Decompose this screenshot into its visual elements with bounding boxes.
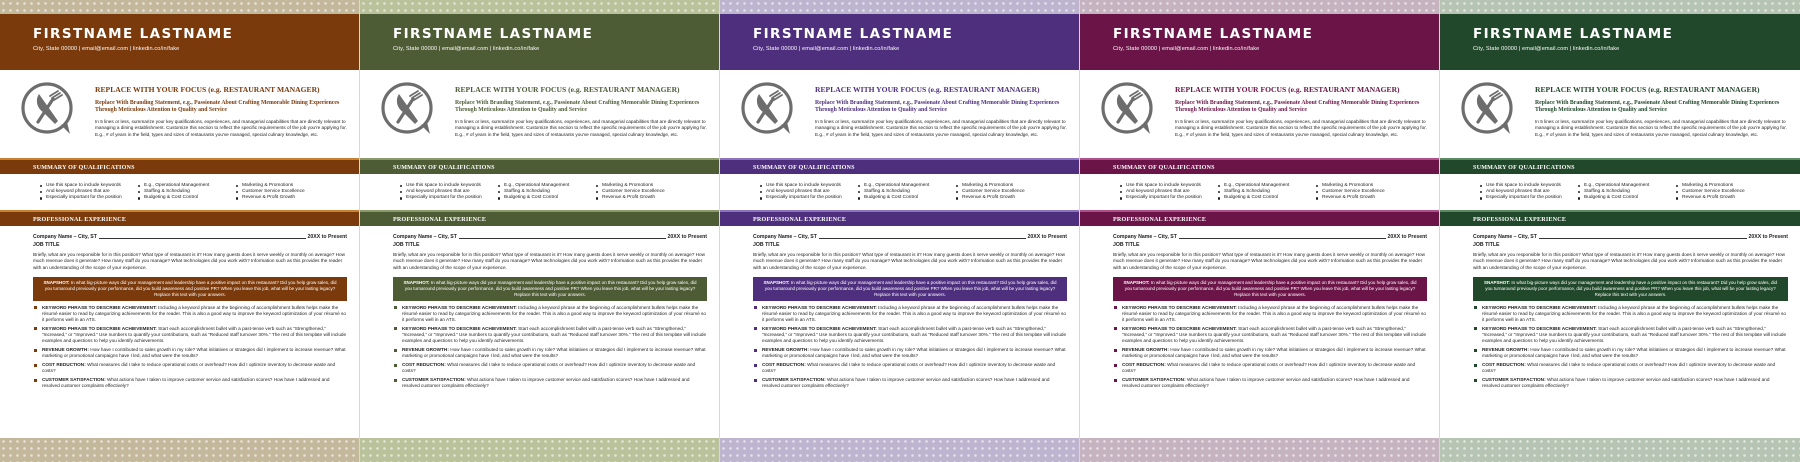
qualification-item: Budgeting & Cost Control (498, 195, 596, 201)
resume-template-preview[interactable] (1080, 0, 1440, 462)
achievement-label: KEYWORD PHRASE TO DESCRIBE ACHIEVEMENT: (762, 304, 877, 310)
qualification-item: Especially important for the position (40, 195, 138, 201)
company-name: Company Name – City, ST (33, 234, 97, 240)
experience-heading: PROFESSIONAL EXPERIENCE (720, 210, 1079, 226)
snapshot-text: In what big-picture ways did your management and leadership have a positive impact on this restaurant? Did you help grow sales, did you turnaround previously poor performance, did you build awareness and positive PR? When you leave this job, what will be your lasting legacy? Replace this text with your answers. (44, 279, 337, 297)
qualification-item: Marketing & Promotions (236, 183, 336, 189)
snapshot-label: SNAPSHOT: (1484, 279, 1511, 285)
resume-header (1440, 14, 1800, 70)
decorative-bottom-band (1080, 438, 1439, 462)
resume-header (1080, 14, 1439, 70)
job-title: JOB TITLE (753, 242, 780, 248)
snapshot-label: SNAPSHOT: (763, 279, 790, 285)
focus-block (1175, 85, 1433, 138)
qualification-item: Customer Service Excellence (1676, 189, 1776, 195)
achievement-label: REVENUE GROWTH: (42, 347, 89, 353)
snapshot-box (33, 277, 347, 301)
achievement-label: KEYWORD PHRASE TO DESCRIBE ACHIEVEMENT: (762, 325, 877, 331)
candidate-name: FIRSTNAME LASTNAME (753, 26, 954, 42)
achievement-text: What actions have I taken to improve customer service and satisfaction scores? How have I addressed and resolved customer complaints effectively? (402, 377, 690, 389)
qualifications-heading: SUMMARY OF QUALIFICATIONS (1440, 158, 1800, 174)
snapshot-label: SNAPSHOT: (403, 279, 430, 285)
achievement-text: Including a keyword phrase at the beginning of accomplishment bullets helps make the résumé easier to read by categorizing achievements for the reader. This is also a good way to improve the keyword optimization of your résumé so it performs well in an ATS. (1122, 304, 1426, 323)
achievement-item (393, 362, 707, 374)
qualifications-list (0, 174, 359, 210)
focus-title: REPLACE WITH YOUR FOCUS (e.g. RESTAURANT MANAGER) (455, 85, 680, 94)
resume-template-preview[interactable] (0, 0, 360, 462)
fork-knife-icon (1097, 78, 1157, 138)
achievement-item (753, 326, 1067, 345)
qualifications-column (858, 183, 956, 210)
achievement-label: KEYWORD PHRASE TO DESCRIBE ACHIEVEMENT: (402, 304, 517, 310)
decorative-top-band (0, 0, 359, 14)
job-header (393, 234, 707, 240)
qualification-item: And keyword phrases that are (40, 189, 138, 195)
qualifications-column (1218, 183, 1316, 210)
achievement-label: REVENUE GROWTH: (402, 347, 449, 353)
achievement-label: KEYWORD PHRASE TO DESCRIBE ACHIEVEMENT: (1482, 304, 1597, 310)
experience-section (1440, 226, 1800, 389)
qualifications-column (1578, 183, 1676, 210)
qualifications-list (1440, 174, 1800, 210)
snapshot-label: SNAPSHOT: (43, 279, 70, 285)
summary-paragraph: In 5 lines or less, summarize your key qualifications, experiences, and managerial capabilities that are directly relevant to managing a dining establishment. Customize this section to reflect the specific requirements of the job you're applying for. E.g., # of years in the field, types and sizes of restaurants you've managed, special culinary knowledge, etc. (95, 119, 347, 137)
achievement-text: How have I contributed to sales growth in my role? What initiatives or strategies did I implement to increase revenue? What marketing or promotional campaigns have I led, and what were the results? (42, 347, 346, 359)
company-name: Company Name – City, ST (1113, 234, 1177, 240)
leader-line (1179, 238, 1386, 239)
achievement-label: CUSTOMER SATISFACTION: (42, 377, 106, 383)
achievement-label: COST REDUCTION: (42, 362, 86, 368)
qualification-item: And keyword phrases that are (400, 189, 498, 195)
job-dates: 20XX to Present (1748, 234, 1788, 240)
achievement-text: Start each accomplishment bullet with a past-tense verb such as “Strengthened,” “Increased,” or “Improved.” Use numbers to quantify your contributions, such as “Reduced staff turnover 30%.” The rest of this template will include examples and questions to help you identify achievements. (1482, 325, 1787, 344)
experience-section (1080, 226, 1439, 389)
qualifications-column (956, 183, 1056, 210)
achievement-text: How have I contributed to sales growth in my role? What initiatives or strategies did I implement to increase revenue? What marketing or promotional campaigns have I led, and what were the results? (1122, 347, 1426, 359)
achievement-text: What actions have I taken to improve customer service and satisfaction scores? How have I addressed and resolved customer complaints effectively? (762, 377, 1050, 389)
achievement-text: What measures did I take to reduce operational costs or overhead? How did I optimize inventory to decrease waste and costs? (1122, 362, 1416, 374)
leader-line (819, 238, 1026, 239)
achievement-label: KEYWORD PHRASE TO DESCRIBE ACHIEVEMENT: (1482, 325, 1597, 331)
job-header (1113, 234, 1427, 240)
resume-template-preview[interactable] (720, 0, 1080, 462)
job-title: JOB TITLE (1473, 242, 1500, 248)
qualification-item: Staffing & Scheduling (138, 189, 236, 195)
qualification-item: Customer Service Excellence (1316, 189, 1416, 195)
achievement-text: How have I contributed to sales growth in my role? What initiatives or strategies did I implement to increase revenue? What marketing or promotional campaigns have I led, and what were the results? (1482, 347, 1786, 359)
achievement-label: COST REDUCTION: (1482, 362, 1526, 368)
fork-knife-icon (17, 78, 77, 138)
snapshot-text: In what big-picture ways did your management and leadership have a positive impact on this restaurant? Did you help grow sales, did you turnaround previously poor performance, did you build awareness and positive PR? When you leave this job, what will be your lasting legacy? Replace this text with your answers. (1124, 279, 1417, 297)
qualification-item: Revenue & Profit Growth (236, 195, 336, 201)
focus-title: REPLACE WITH YOUR FOCUS (e.g. RESTAURANT MANAGER) (1535, 85, 1760, 94)
experience-heading: PROFESSIONAL EXPERIENCE (1440, 210, 1800, 226)
job-title: JOB TITLE (393, 242, 420, 248)
achievement-text: Start each accomplishment bullet with a past-tense verb such as “Strengthened,” “Increased,” or “Improved.” Use numbers to quantify your contributions, such as “Reduced staff turnover 30%.” The rest of this template will include examples and questions to help you identify achievements. (42, 325, 347, 344)
contact-line: City, State 00000 | email@email.com | linkedin.co/in/fake (1473, 46, 1620, 52)
achievement-label: COST REDUCTION: (1122, 362, 1166, 368)
achievement-text: What measures did I take to reduce operational costs or overhead? How did I optimize inventory to decrease waste and costs? (1482, 362, 1776, 374)
achievement-item (33, 377, 347, 389)
focus-title: REPLACE WITH YOUR FOCUS (e.g. RESTAURANT MANAGER) (95, 85, 320, 94)
qualifications-column (40, 183, 138, 210)
qualifications-column (1676, 183, 1776, 210)
snapshot-box (753, 277, 1067, 301)
qualification-item: E.g., Operational Management (138, 183, 236, 189)
qualification-item: Staffing & Scheduling (1578, 189, 1676, 195)
achievement-item (1113, 377, 1427, 389)
achievement-item (753, 362, 1067, 374)
qualification-item: Customer Service Excellence (956, 189, 1056, 195)
qualification-item: Budgeting & Cost Control (858, 195, 956, 201)
achievement-item (1473, 362, 1788, 374)
qualification-item: Revenue & Profit Growth (956, 195, 1056, 201)
achievement-item (393, 326, 707, 345)
qualifications-column (236, 183, 336, 210)
achievements-list (1113, 305, 1427, 390)
branding-statement: Replace With Branding Statement, e.g., Passionate About Crafting Memorable Dining Experiences Through Meticulous Attention to Quality and Service (95, 100, 340, 113)
qualification-item: Use this space to include keywords (760, 183, 858, 189)
achievement-label: KEYWORD PHRASE TO DESCRIBE ACHIEVEMENT: (1122, 325, 1237, 331)
achievement-item (393, 377, 707, 389)
qualifications-column (1480, 183, 1578, 210)
qualification-item: Budgeting & Cost Control (1218, 195, 1316, 201)
qualification-item: And keyword phrases that are (1120, 189, 1218, 195)
company-name: Company Name – City, ST (753, 234, 817, 240)
summary-paragraph: In 5 lines or less, summarize your key qualifications, experiences, and managerial capabilities that are directly relevant to managing a dining establishment. Customize this section to reflect the specific requirements of the job you're applying for. E.g., # of years in the field, types and sizes of restaurants you've managed, special culinary knowledge, etc. (455, 119, 707, 137)
qualification-item: Marketing & Promotions (1316, 183, 1416, 189)
job-description: Briefly, what are you responsible for in this position? What type of restaurant is it? How many guests does it serve weekly or monthly on average? How much revenue does it generate? How many staff do you manage? What technologies did you work with? Information such as this provides the reader with an understanding of the scope of your experience. (1473, 252, 1786, 270)
resume-header (360, 14, 719, 70)
resume-template-preview[interactable] (1440, 0, 1800, 462)
achievement-text: Start each accomplishment bullet with a past-tense verb such as “Strengthened,” “Increased,” or “Improved.” Use numbers to quantify your contributions, such as “Reduced staff turnover 30%.” The rest of this template will include examples and questions to help you identify achievements. (1122, 325, 1427, 344)
achievement-text: How have I contributed to sales growth in my role? What initiatives or strategies did I implement to increase revenue? What marketing or promotional campaigns have I led, and what were the results? (762, 347, 1066, 359)
candidate-name: FIRSTNAME LASTNAME (1113, 26, 1314, 42)
qualification-item: E.g., Operational Management (1578, 183, 1676, 189)
decorative-top-band (360, 0, 719, 14)
job-header (753, 234, 1067, 240)
branding-statement: Replace With Branding Statement, e.g., Passionate About Crafting Memorable Dining Experiences Through Meticulous Attention to Quality and Service (455, 100, 700, 113)
intro-section (1080, 70, 1439, 158)
qualifications-list (360, 174, 719, 210)
qualifications-heading: SUMMARY OF QUALIFICATIONS (360, 158, 719, 174)
qualification-item: E.g., Operational Management (858, 183, 956, 189)
qualifications-heading: SUMMARY OF QUALIFICATIONS (0, 158, 359, 174)
qualification-item: Budgeting & Cost Control (138, 195, 236, 201)
leader-line (99, 238, 306, 239)
summary-paragraph: In 5 lines or less, summarize your key qualifications, experiences, and managerial capabilities that are directly relevant to managing a dining establishment. Customize this section to reflect the specific requirements of the job you're applying for. E.g., # of years in the field, types and sizes of restaurants you've managed, special culinary knowledge, etc. (815, 119, 1067, 137)
experience-heading: PROFESSIONAL EXPERIENCE (1080, 210, 1439, 226)
branding-statement: Replace With Branding Statement, e.g., Passionate About Crafting Memorable Dining Experiences Through Meticulous Attention to Quality and Service (815, 100, 1060, 113)
achievement-label: CUSTOMER SATISFACTION: (402, 377, 466, 383)
focus-title: REPLACE WITH YOUR FOCUS (e.g. RESTAURANT MANAGER) (815, 85, 1040, 94)
qualifications-column (596, 183, 696, 210)
qualification-item: Use this space to include keywords (40, 183, 138, 189)
experience-section (360, 226, 719, 389)
achievement-item (33, 326, 347, 345)
achievement-text: What actions have I taken to improve customer service and satisfaction scores? How have I addressed and resolved customer complaints effectively? (1122, 377, 1410, 389)
qualifications-list (720, 174, 1079, 210)
achievement-item (1113, 347, 1427, 359)
candidate-name: FIRSTNAME LASTNAME (393, 26, 594, 42)
achievement-label: REVENUE GROWTH: (1122, 347, 1169, 353)
qualification-item: E.g., Operational Management (498, 183, 596, 189)
qualification-item: Revenue & Profit Growth (596, 195, 696, 201)
qualification-item: And keyword phrases that are (760, 189, 858, 195)
snapshot-text: In what big-picture ways did your management and leadership have a positive impact on this restaurant? Did you help grow sales, did you turnaround previously poor performance, did you build awareness and positive PR? When you leave this job, what will be your lasting legacy? Replace this text with your answers. (764, 279, 1057, 297)
qualification-item: Customer Service Excellence (596, 189, 696, 195)
experience-section (0, 226, 359, 389)
experience-section (720, 226, 1079, 389)
qualification-item: Use this space to include keywords (1480, 183, 1578, 189)
achievement-label: KEYWORD PHRASE TO DESCRIBE ACHIEVEMENT: (402, 325, 517, 331)
fork-knife-icon (377, 78, 437, 138)
decorative-bottom-band (360, 438, 719, 462)
achievement-item (1113, 362, 1427, 374)
qualifications-heading: SUMMARY OF QUALIFICATIONS (720, 158, 1079, 174)
achievement-item (753, 347, 1067, 359)
qualifications-list (1080, 174, 1439, 210)
achievement-item (33, 347, 347, 359)
achievement-label: REVENUE GROWTH: (1482, 347, 1529, 353)
snapshot-box (393, 277, 707, 301)
qualification-item: Use this space to include keywords (400, 183, 498, 189)
qualification-item: Staffing & Scheduling (1218, 189, 1316, 195)
summary-paragraph: In 5 lines or less, summarize your key qualifications, experiences, and managerial capabilities that are directly relevant to managing a dining establishment. Customize this section to reflect the specific requirements of the job you're applying for. E.g., # of years in the field, types and sizes of restaurants you've managed, special culinary knowledge, etc. (1175, 119, 1427, 137)
achievement-label: COST REDUCTION: (762, 362, 806, 368)
qualification-item: Staffing & Scheduling (498, 189, 596, 195)
achievement-label: CUSTOMER SATISFACTION: (1482, 377, 1546, 383)
job-title: JOB TITLE (33, 242, 60, 248)
snapshot-label: SNAPSHOT: (1123, 279, 1150, 285)
achievement-item (33, 362, 347, 374)
achievement-text: Including a keyword phrase at the beginning of accomplishment bullets helps make the résumé easier to read by categorizing achievements for the reader. This is also a good way to improve the keyword optimization of your résumé so it performs well in an ATS. (42, 304, 346, 323)
contact-line: City, State 00000 | email@email.com | linkedin.co/in/fake (33, 46, 180, 52)
qualification-item: Especially important for the position (400, 195, 498, 201)
snapshot-text: In what big-picture ways did your management and leadership have a positive impact on this restaurant? Did you help grow sales, did you turnaround previously poor performance, did you build awareness and positive PR? When you leave this job, what will be your lasting legacy? Replace this text with your answers. (404, 279, 697, 297)
intro-section (0, 70, 359, 158)
achievement-text: Including a keyword phrase at the beginning of accomplishment bullets helps make the résumé easier to read by categorizing achievements for the reader. This is also a good way to improve the keyword optimization of your résumé so it performs well in an ATS. (762, 304, 1066, 323)
qualification-item: Customer Service Excellence (236, 189, 336, 195)
achievement-item (1473, 305, 1788, 324)
candidate-name: FIRSTNAME LASTNAME (33, 26, 234, 42)
qualification-item: Especially important for the position (1120, 195, 1218, 201)
company-name: Company Name – City, ST (1473, 234, 1537, 240)
achievement-item (33, 305, 347, 324)
achievements-list (393, 305, 707, 390)
experience-heading: PROFESSIONAL EXPERIENCE (0, 210, 359, 226)
snapshot-box (1113, 277, 1427, 301)
job-description: Briefly, what are you responsible for in this position? What type of restaurant is it? How many guests does it serve weekly or monthly on average? How much revenue does it generate? How many staff do you manage? What technologies did you work with? Information such as this provides the reader with an understanding of the scope of your experience. (753, 252, 1066, 270)
qualification-item: Budgeting & Cost Control (1578, 195, 1676, 201)
intro-section (1440, 70, 1800, 158)
achievement-text: What actions have I taken to improve customer service and satisfaction scores? How have I addressed and resolved customer complaints effectively? (1482, 377, 1770, 389)
achievements-list (1473, 305, 1788, 390)
fork-knife-icon (737, 78, 797, 138)
achievement-item (1113, 305, 1427, 324)
achievements-list (753, 305, 1067, 390)
achievement-label: CUSTOMER SATISFACTION: (762, 377, 826, 383)
qualification-item: And keyword phrases that are (1480, 189, 1578, 195)
fork-knife-icon (1457, 78, 1517, 138)
focus-block (95, 85, 353, 138)
focus-block (815, 85, 1073, 138)
focus-block (455, 85, 713, 138)
company-name: Company Name – City, ST (393, 234, 457, 240)
decorative-top-band (1440, 0, 1800, 14)
achievement-item (753, 377, 1067, 389)
achievement-label: KEYWORD PHRASE TO DESCRIBE ACHIEVEMENT: (42, 325, 157, 331)
qualification-item: E.g., Operational Management (1218, 183, 1316, 189)
qualification-item: Especially important for the position (760, 195, 858, 201)
achievement-label: COST REDUCTION: (402, 362, 446, 368)
resume-template-preview[interactable] (360, 0, 720, 462)
achievement-item (393, 305, 707, 324)
achievement-text: What measures did I take to reduce operational costs or overhead? How did I optimize inventory to decrease waste and costs? (762, 362, 1056, 374)
experience-heading: PROFESSIONAL EXPERIENCE (360, 210, 719, 226)
achievement-text: What actions have I taken to improve customer service and satisfaction scores? How have I addressed and resolved customer complaints effectively? (42, 377, 330, 389)
job-header (1473, 234, 1788, 240)
branding-statement: Replace With Branding Statement, e.g., Passionate About Crafting Memorable Dining Experiences Through Meticulous Attention to Quality and Service (1175, 100, 1420, 113)
resume-header (720, 14, 1079, 70)
achievement-label: CUSTOMER SATISFACTION: (1122, 377, 1186, 383)
achievement-text: Including a keyword phrase at the beginning of accomplishment bullets helps make the résumé easier to read by categorizing achievements for the reader. This is also a good way to improve the keyword optimization of your résumé so it performs well in an ATS. (402, 304, 706, 323)
contact-line: City, State 00000 | email@email.com | linkedin.co/in/fake (753, 46, 900, 52)
job-description: Briefly, what are you responsible for in this position? What type of restaurant is it? How many guests does it serve weekly or monthly on average? How much revenue does it generate? How many staff do you manage? What technologies did you work with? Information such as this provides the reader with an understanding of the scope of your experience. (33, 252, 346, 270)
job-title: JOB TITLE (1113, 242, 1140, 248)
decorative-bottom-band (0, 438, 359, 462)
job-dates: 20XX to Present (1027, 234, 1067, 240)
qualification-item: Marketing & Promotions (596, 183, 696, 189)
leader-line (459, 238, 666, 239)
achievement-text: How have I contributed to sales growth in my role? What initiatives or strategies did I implement to increase revenue? What marketing or promotional campaigns have I led, and what were the results? (402, 347, 706, 359)
qualification-item: Marketing & Promotions (956, 183, 1056, 189)
achievement-text: Including a keyword phrase at the beginning of accomplishment bullets helps make the résumé easier to read by categorizing achievements for the reader. This is also a good way to improve the keyword optimization of your résumé so it performs well in an ATS. (1482, 304, 1786, 323)
job-dates: 20XX to Present (1387, 234, 1427, 240)
job-description: Briefly, what are you responsible for in this position? What type of restaurant is it? How many guests does it serve weekly or monthly on average? How much revenue does it generate? How many staff do you manage? What technologies did you work with? Information such as this provides the reader with an understanding of the scope of your experience. (1113, 252, 1426, 270)
branding-statement: Replace With Branding Statement, e.g., Passionate About Crafting Memorable Dining Experiences Through Meticulous Attention to Quality and Service (1535, 100, 1780, 113)
qualifications-column (760, 183, 858, 210)
achievement-item (1113, 326, 1427, 345)
achievement-text: What measures did I take to reduce operational costs or overhead? How did I optimize inventory to decrease waste and costs? (42, 362, 336, 374)
summary-paragraph: In 5 lines or less, summarize your key qualifications, experiences, and managerial capabilities that are directly relevant to managing a dining establishment. Customize this section to reflect the specific requirements of the job you're applying for. E.g., # of years in the field, types and sizes of restaurants you've managed, special culinary knowledge, etc. (1535, 119, 1787, 137)
achievement-item (393, 347, 707, 359)
intro-section (360, 70, 719, 158)
focus-title: REPLACE WITH YOUR FOCUS (e.g. RESTAURANT MANAGER) (1175, 85, 1400, 94)
job-dates: 20XX to Present (307, 234, 347, 240)
achievement-item (1473, 347, 1788, 359)
resume-header (0, 14, 359, 70)
contact-line: City, State 00000 | email@email.com | linkedin.co/in/fake (1113, 46, 1260, 52)
achievement-label: REVENUE GROWTH: (762, 347, 809, 353)
qualification-item: Use this space to include keywords (1120, 183, 1218, 189)
decorative-top-band (1080, 0, 1439, 14)
decorative-bottom-band (1440, 438, 1800, 462)
qualifications-column (1120, 183, 1218, 210)
achievement-text: Start each accomplishment bullet with a past-tense verb such as “Strengthened,” “Increased,” or “Improved.” Use numbers to quantify your contributions, such as “Reduced staff turnover 30%.” The rest of this template will include examples and questions to help you identify achievements. (762, 325, 1067, 344)
contact-line: City, State 00000 | email@email.com | linkedin.co/in/fake (393, 46, 540, 52)
achievement-item (1473, 377, 1788, 389)
qualifications-column (400, 183, 498, 210)
job-header (33, 234, 347, 240)
qualification-item: Revenue & Profit Growth (1676, 195, 1776, 201)
snapshot-text: In what big-picture ways did your management and leadership have a positive impact on this restaurant? Did you help grow sales, did you turnaround previously poor performance, did you build awareness and positive PR? When you leave this job, what will be your lasting legacy? Replace this text with your answers. (1485, 279, 1777, 297)
job-dates: 20XX to Present (667, 234, 707, 240)
achievements-list (33, 305, 347, 390)
achievement-label: KEYWORD PHRASE TO DESCRIBE ACHIEVEMENT: (42, 304, 157, 310)
qualification-item: Revenue & Profit Growth (1316, 195, 1416, 201)
candidate-name: FIRSTNAME LASTNAME (1473, 26, 1674, 42)
leader-line (1539, 238, 1747, 239)
job-description: Briefly, what are you responsible for in this position? What type of restaurant is it? How many guests does it serve weekly or monthly on average? How much revenue does it generate? How many staff do you manage? What technologies did you work with? Information such as this provides the reader with an understanding of the scope of your experience. (393, 252, 706, 270)
decorative-top-band (720, 0, 1079, 14)
achievement-label: KEYWORD PHRASE TO DESCRIBE ACHIEVEMENT: (1122, 304, 1237, 310)
snapshot-box (1473, 277, 1788, 301)
achievement-text: Start each accomplishment bullet with a past-tense verb such as “Strengthened,” “Increased,” or “Improved.” Use numbers to quantify your contributions, such as “Reduced staff turnover 30%.” The rest of this template will include examples and questions to help you identify achievements. (402, 325, 707, 344)
achievement-item (1473, 326, 1788, 345)
focus-block (1535, 85, 1793, 138)
intro-section (720, 70, 1079, 158)
qualifications-column (498, 183, 596, 210)
qualifications-heading: SUMMARY OF QUALIFICATIONS (1080, 158, 1439, 174)
achievement-item (753, 305, 1067, 324)
qualifications-column (138, 183, 236, 210)
qualification-item: Staffing & Scheduling (858, 189, 956, 195)
decorative-bottom-band (720, 438, 1079, 462)
qualifications-column (1316, 183, 1416, 210)
qualification-item: Marketing & Promotions (1676, 183, 1776, 189)
achievement-text: What measures did I take to reduce operational costs or overhead? How did I optimize inventory to decrease waste and costs? (402, 362, 696, 374)
qualification-item: Especially important for the position (1480, 195, 1578, 201)
